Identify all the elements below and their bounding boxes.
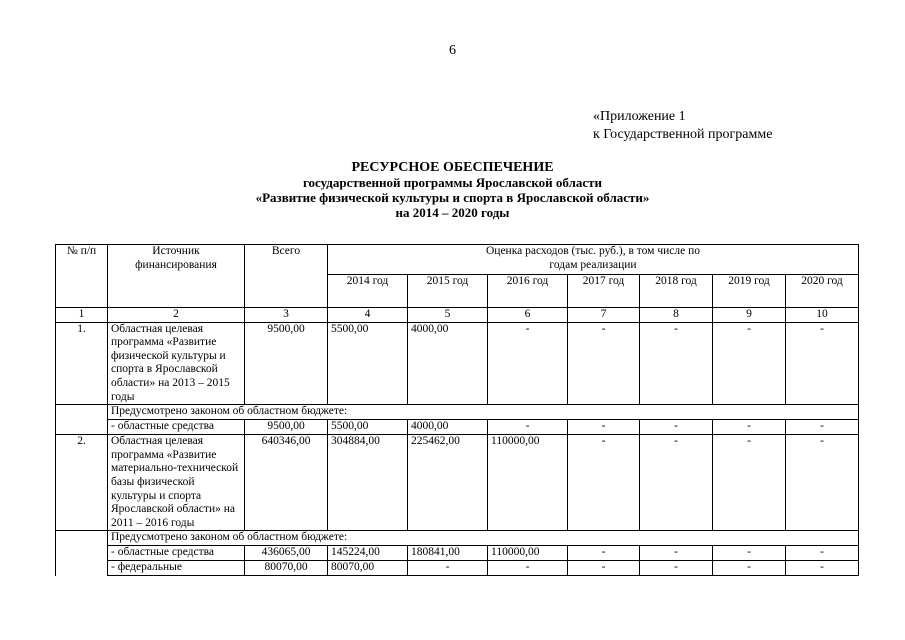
header-year: 2015 год	[408, 275, 488, 308]
value-cell: -	[713, 420, 786, 435]
value-cell: 9500,00	[245, 322, 328, 405]
column-number: 1	[56, 308, 108, 323]
value-cell: -	[488, 420, 568, 435]
value-cell: -	[713, 561, 786, 576]
value-cell: -	[640, 546, 713, 561]
value-cell: 110000,00	[488, 546, 568, 561]
sub-row	[56, 420, 859, 435]
header-total: Всего	[245, 245, 328, 308]
sub-label: - областные средства	[108, 546, 245, 561]
header-no: № п/п	[56, 245, 108, 308]
value-cell: 9500,00	[245, 420, 328, 435]
value-cell: 225462,00	[408, 435, 488, 531]
value-cell: -	[568, 435, 640, 531]
value-cell: -	[786, 561, 859, 576]
table-row	[56, 435, 859, 531]
header-estimate: Оценка расходов (тыс. руб.), в том числе по годам реализации	[328, 245, 859, 275]
value-cell: -	[488, 561, 568, 576]
appendix-caption	[593, 108, 772, 144]
value-cell: -	[713, 435, 786, 531]
column-number: 2	[108, 308, 245, 323]
value-cell: -	[786, 546, 859, 561]
value-cell: 145224,00	[328, 546, 408, 561]
row-number: 2.	[56, 435, 108, 531]
header-year: 2020 год	[786, 275, 859, 308]
value-cell: -	[568, 420, 640, 435]
value-cell: -	[640, 435, 713, 531]
table-row	[56, 322, 859, 405]
value-cell: -	[408, 561, 488, 576]
value-cell: -	[568, 561, 640, 576]
value-cell: -	[713, 546, 786, 561]
header-source: Источник финансирования	[108, 245, 245, 308]
value-cell: -	[786, 322, 859, 405]
header-year: 2014 год	[328, 275, 408, 308]
header-year: 2016 год	[488, 275, 568, 308]
value-cell: -	[786, 420, 859, 435]
value-cell: -	[568, 546, 640, 561]
value-cell: -	[786, 435, 859, 531]
value-cell: 5500,00	[328, 420, 408, 435]
value-cell: 5500,00	[328, 322, 408, 405]
value-cell: -	[640, 561, 713, 576]
column-number: 4	[328, 308, 408, 323]
appendix-line-2: к Государственной программе	[593, 127, 773, 142]
value-cell: 110000,00	[488, 435, 568, 531]
value-cell: -	[640, 420, 713, 435]
column-number-row	[56, 308, 859, 323]
value-cell: -	[640, 322, 713, 405]
law-note: Предусмотрено законом об областном бюджете:	[108, 405, 859, 420]
column-number: 9	[713, 308, 786, 323]
value-cell: -	[488, 322, 568, 405]
resource-table	[55, 244, 859, 576]
title-line-1: РЕСУРСНОЕ ОБЕСПЕЧЕНИЕ	[351, 160, 554, 175]
row-number: 1.	[56, 322, 108, 405]
appendix-line-1: «Приложение 1	[593, 109, 686, 124]
law-note-row	[56, 405, 859, 420]
value-cell: -	[713, 322, 786, 405]
header-year: 2019 год	[713, 275, 786, 308]
column-number: 6	[488, 308, 568, 323]
page-number: 6	[449, 43, 456, 58]
value-cell: 80070,00	[328, 561, 408, 576]
sub-row	[56, 561, 859, 576]
title-line-4: на 2014 – 2020 годы	[395, 205, 510, 220]
header-year: 2018 год	[640, 275, 713, 308]
sub-label: - областные средства	[108, 420, 245, 435]
program-name: Областная целевая программа «Развитие материально-технической базы физической культуры и спорта Ярославской области» на 2011 – 2016 годы	[108, 435, 245, 531]
column-number: 3	[245, 308, 328, 323]
value-cell: 304884,00	[328, 435, 408, 531]
law-note-row	[56, 531, 859, 546]
value-cell: 80070,00	[245, 561, 328, 576]
column-number: 5	[408, 308, 488, 323]
value-cell: 4000,00	[408, 420, 488, 435]
column-number: 8	[640, 308, 713, 323]
column-number: 10	[786, 308, 859, 323]
title-line-3: «Развитие физической культуры и спорта в Ярославской области»	[255, 190, 650, 205]
value-cell: 4000,00	[408, 322, 488, 405]
sub-label: - федеральные	[108, 561, 245, 576]
title-line-2: государственной программы Ярославской области	[302, 175, 603, 190]
law-note: Предусмотрено законом об областном бюджете:	[108, 531, 859, 546]
program-name: Областная целевая программа «Развитие физической культуры и спорта в Ярославской области» на 2013 – 2015 годы	[108, 322, 245, 405]
header-year: 2017 год	[568, 275, 640, 308]
sub-row	[56, 546, 859, 561]
value-cell: 640346,00	[245, 435, 328, 531]
value-cell: 436065,00	[245, 546, 328, 561]
value-cell: -	[568, 322, 640, 405]
value-cell: 180841,00	[408, 546, 488, 561]
document-title	[0, 160, 905, 220]
column-number: 7	[568, 308, 640, 323]
